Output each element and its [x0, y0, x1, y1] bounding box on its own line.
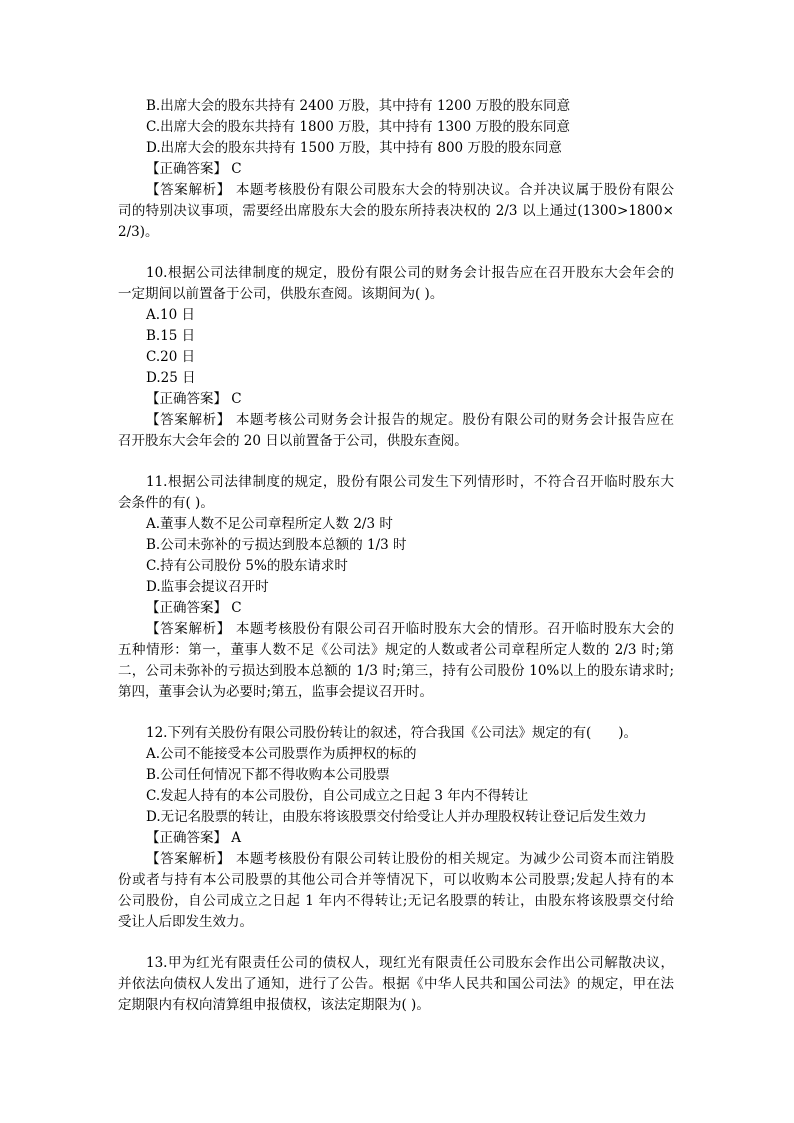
q11-option-d: D.监事会提议召开时	[146, 579, 269, 595]
q12-option-b: B.公司任何情况下都不得收购本公司股票	[146, 767, 390, 783]
q10-analysis-line-1: 【答案解析】 本题考核公司财务会计报告的规定。股份有限公司的财务会计报告应在	[146, 412, 674, 428]
q10-answer: 【正确答案】 C	[146, 391, 242, 407]
q10-option-d: D.25 日	[146, 370, 196, 386]
q11-option-a: A.董事人数不足公司章程所定人数 2/3 时	[146, 516, 393, 532]
q13-stem-line-3: 定期限内有权向清算组申报债权，该法定期限为( )。	[118, 997, 430, 1013]
q12-option-a: A.公司不能接受本公司股票作为质押权的标的	[146, 746, 417, 762]
q11-analysis-line-1: 【答案解析】 本题考核股份有限公司召开临时股东大会的情形。召开临时股东大会的	[146, 621, 674, 637]
q11-option-c: C.持有公司股份 5%的股东请求时	[146, 558, 348, 574]
q11-stem-line-2: 会条件的有( )。	[118, 495, 214, 511]
q11-analysis-line-4: 第四，董事会认为必要时;第五，监事会提议召开时。	[118, 684, 434, 700]
q9-analysis-line-2: 司的特别决议事项，需要经出席股东大会的股东所持表决权的 2/3 以上通过(1300>1800×	[118, 203, 674, 219]
q12-option-c: C.发起人持有的本公司股份，自公司成立之日起 3 年内不得转让	[146, 788, 529, 804]
q10-option-c: C.20 日	[146, 349, 196, 365]
q12-analysis-line-3: 公司股份，自公司成立之日起 1 年内不得转让;无记名股票的转让，由股东将该股票交付给	[118, 893, 674, 909]
q11-analysis-line-3: 二，公司未弥补的亏损达到股本总额的 1/3 时;第三，持有公司股份 10%以上的股东请求时;	[118, 663, 674, 679]
q10-option-b: B.15 日	[146, 328, 196, 344]
q10-stem-line-1: 10.根据公司法律制度的规定，股份有限公司的财务会计报告应在召开股东大会年会的	[146, 265, 674, 281]
q12-option-d: D.无记名股票的转让，由股东将该股票交付给受让人并办理股权转让登记后发生效力	[146, 809, 647, 825]
q10-option-a: A.10 日	[146, 307, 196, 323]
q9-analysis-line-3: 2/3)。	[118, 224, 159, 240]
q9-answer: 【正确答案】 C	[146, 161, 242, 177]
q10-stem-line-2: 一定期间以前置备于公司，供股东查阅。该期间为( )。	[118, 286, 444, 302]
q11-stem-line-1: 11.根据公司法律制度的规定，股份有限公司发生下列情形时，不符合召开临时股东大	[146, 474, 674, 490]
q9-option-c: C.出席大会的股东共持有 1800 万股，其中持有 1300 万股的股东同意	[146, 119, 571, 135]
q13-stem-line-2: 并依法向债权人发出了通知，进行了公告。根据《中华人民共和国公司法》的规定，甲在法	[118, 976, 674, 992]
q12-analysis-line-1: 【答案解析】 本题考核股份有限公司转让股份的相关规定。为减少公司资本而注销股	[146, 851, 674, 867]
q11-option-b: B.公司未弥补的亏损达到股本总额的 1/3 时	[146, 537, 407, 553]
q12-answer: 【正确答案】 A	[146, 830, 242, 846]
q12-analysis-line-4: 受让人后即发生效力。	[118, 914, 253, 930]
q11-answer: 【正确答案】 C	[146, 600, 242, 616]
q9-option-d: D.出席大会的股东共持有 1500 万股，其中持有 800 万股的股东同意	[146, 140, 562, 156]
q9-option-b: B.出席大会的股东共持有 2400 万股，其中持有 1200 万股的股东同意	[146, 98, 571, 114]
q12-analysis-line-2: 份或者与持有本公司股票的其他公司合并等情况下，可以收购本公司股票;发起人持有的本	[118, 872, 674, 888]
q12-stem-line-1: 12.下列有关股份有限公司股份转让的叙述，符合我国《公司法》规定的有( )。	[146, 725, 638, 741]
q10-analysis-line-2: 召开股东大会年会的 20 日以前置备于公司，供股东查阅。	[118, 433, 468, 449]
q13-stem-line-1: 13.甲为红光有限责任公司的债权人，现红光有限责任公司股东会作出公司解散决议，	[146, 955, 674, 971]
q11-analysis-line-2: 五种情形：第一，董事人数不足《公司法》规定的人数或者公司章程所定人数的 2/3 时;第	[118, 642, 674, 658]
q9-analysis-line-1: 【答案解析】 本题考核股份有限公司股东大会的特别决议。合并决议属于股份有限公	[146, 182, 674, 198]
